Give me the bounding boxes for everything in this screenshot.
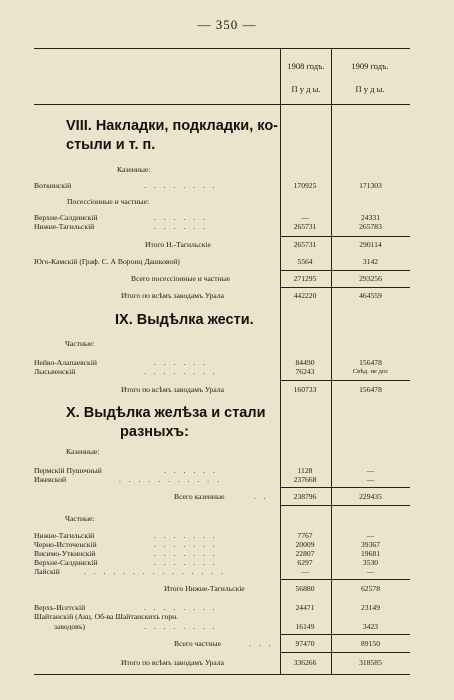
table-row: Верхъ-Исетскій . . . . . . . . 24471 23149 (34, 602, 410, 613)
table-row: Нижне-Тагильскій . . . . . . 265731 265783 (34, 221, 410, 232)
section-title: IX. Выдѣлка жести. (115, 312, 254, 328)
row-label: Нейво-Алапаевскій (34, 358, 97, 367)
table-row (34, 384, 410, 395)
row-label: Всего посессіонные и частные (131, 274, 231, 283)
table-row: Лысьвенскій . . . . . . . . 76243 Свѣд. не дос (34, 366, 410, 377)
row-label: Верхне-Салдинскій (34, 558, 98, 567)
subtotal-rule (280, 505, 410, 506)
row-label: Итого по всѣмъ заводамъ Урала (121, 385, 224, 394)
row-label: Всего казенные (174, 492, 225, 501)
value-1909: — (366, 567, 375, 576)
value-1908: 56880 (295, 584, 315, 593)
header-divider (34, 104, 410, 105)
row-label: Воткинскій (34, 181, 72, 190)
row-label: Итого Нижне-Тагильскіе (164, 584, 245, 593)
value-1909: 3423 (362, 622, 379, 631)
row-label: Итого по всѣмъ заводамъ Урала (121, 658, 224, 667)
value-1909: 293256 (359, 274, 382, 283)
table-row: Лайскій . . . . . . . . . . . . . . . — — (34, 566, 410, 577)
row-label: Нижне-Тагильскій (34, 222, 95, 231)
value-1908: — (301, 567, 309, 576)
value-1908: 24471 (295, 603, 315, 612)
subtotal-rule (280, 634, 410, 635)
subtotal-rule (280, 380, 410, 381)
table-row (34, 196, 410, 207)
row-label: Казенные: (117, 165, 151, 174)
value-1908: 160733 (293, 385, 317, 394)
value-1909: 89150 (361, 639, 380, 648)
value-1908: 22807 (295, 549, 315, 558)
table-row: Всего казенные . . 238796 229435 (34, 491, 410, 502)
table-row (34, 239, 410, 250)
row-label: Посессіонные и частные: (67, 197, 150, 206)
row-label: Лысьвенскій (34, 367, 76, 376)
table-row (34, 290, 410, 301)
column-header-1908: 1908 годъ. (287, 61, 325, 71)
value-1908: — (301, 213, 309, 222)
table-row (34, 583, 410, 594)
table-row (34, 256, 410, 267)
row-label: Нижне-Тагильскій (34, 531, 95, 540)
value-1908: 442220 (293, 291, 317, 300)
row-label: Шайтанскій (Акц. Об-ва Шайтанскихъ горн. (34, 612, 179, 621)
value-1909: 290114 (359, 240, 382, 249)
subtotal-rule (280, 487, 410, 488)
table-row: Нижне-Тагильскій . . . . . . . 7767 — (34, 530, 410, 541)
table-row: Верхне-Салдинскій . . . . . . — 24331 (34, 212, 410, 223)
value-1909: 265783 (359, 222, 382, 231)
table-row: заводовъ) . . . . . . . . 16149 3423 (34, 621, 410, 632)
value-1909: — (366, 466, 375, 475)
row-label: Частные: (65, 514, 95, 523)
value-1908: 84490 (295, 358, 315, 367)
table-row (34, 513, 410, 524)
value-1908: 20009 (295, 540, 315, 549)
subtotal-rule (280, 287, 410, 288)
table-row (34, 446, 410, 457)
value-1908: 1128 (297, 466, 313, 475)
value-1908: 7767 (297, 531, 313, 540)
table-row: Всего частные . . . 97470 89150 (34, 638, 410, 649)
table-row: Пермскій Пушечный . . . . . . 1128 — (34, 465, 410, 476)
page-number: — 350 — (197, 17, 257, 32)
table-row: Ижевской . . . . . . . . . . . 237668 — (34, 474, 410, 485)
subtotal-rule (280, 652, 410, 653)
row-label: Верхъ-Исетскій (34, 603, 86, 612)
value-1909: 62578 (361, 584, 380, 593)
value-1908: 170925 (293, 181, 317, 190)
value-1908: 6297 (297, 558, 313, 567)
row-label: заводовъ) (54, 622, 85, 631)
value-1909: 156478 (359, 385, 382, 394)
table-row: Верхне-Салдинскій . . . . . . . 6297 3530 (34, 557, 410, 568)
table-row: Воткинскій . . . . . . . . 170925 171303 (34, 180, 410, 191)
table-row: Черно-Источенскій . . . . . . . 20009 39367 (34, 539, 410, 550)
value-1909: — (366, 475, 375, 484)
column-header-1909: 1909 годъ. (351, 61, 389, 71)
section-title: VIII. Накладки, подкладки, ко- (66, 118, 279, 134)
value-1909: 156478 (359, 358, 382, 367)
value-1908: 238796 (293, 492, 317, 501)
value-1909: 3530 (362, 558, 379, 567)
row-label: Висимо-Уткинскій (34, 549, 96, 558)
value-1909: 39367 (361, 540, 380, 549)
subtotal-rule (280, 236, 410, 237)
table-row: Висимо-Уткинскій . . . . . . . 22807 19681 (34, 548, 410, 559)
value-1909: 318585 (359, 658, 382, 667)
row-label: Итого Н.-Тагильскіе (145, 240, 211, 249)
value-1909: Свѣд. не дос (352, 368, 389, 375)
section-title: стыли и т. п. (66, 137, 156, 153)
value-1908: 76243 (295, 367, 315, 376)
row-label: Пермскій Пушечный (34, 466, 102, 475)
table-row (34, 338, 410, 349)
table-row: Нейво-Алапаевскій . . . . . . 84490 156478 (34, 357, 410, 368)
value-1909: 24331 (361, 213, 380, 222)
row-label: Верхне-Салдинскій (34, 213, 98, 222)
value-1909: 3142 (362, 257, 379, 266)
subtotal-rule (280, 579, 410, 580)
column-unit-1909: П у д ы. (355, 84, 385, 94)
row-label: Черно-Источенскій (34, 540, 97, 549)
column-unit-1908: П у д ы. (291, 84, 321, 94)
value-1909: — (366, 531, 375, 540)
row-label: Ижевской (34, 475, 67, 484)
row-label: Частные: (65, 339, 95, 348)
value-1908: 265731 (293, 240, 317, 249)
section-title: X. Выдѣлка желѣза и стали (66, 405, 266, 421)
table-row (34, 164, 410, 175)
value-1908: 5564 (297, 257, 313, 266)
table-row (34, 273, 410, 284)
table-row (34, 657, 410, 668)
value-1908: 271295 (293, 274, 317, 283)
value-1908: 16149 (295, 622, 315, 631)
value-1908: 336266 (293, 658, 317, 667)
row-label: Юго-Камскій (Граф. С. А Воронц Дашковой) (34, 257, 180, 266)
row-label: Лайскій (34, 567, 60, 576)
value-1909: 229435 (359, 492, 382, 501)
value-1908: 265731 (293, 222, 317, 231)
value-1909: 19681 (361, 549, 380, 558)
subtotal-rule (280, 270, 410, 271)
row-label: Итого по всѣмъ заводамъ Урала (121, 291, 224, 300)
row-label: Казенные: (66, 447, 100, 456)
value-1909: 171303 (359, 181, 382, 190)
value-1909: 464559 (359, 291, 382, 300)
value-1909: 23149 (361, 603, 380, 612)
value-1908: 237668 (293, 475, 317, 484)
section-title: разныхъ: (120, 424, 189, 440)
value-1908: 97470 (295, 639, 315, 648)
row-label: Всего частные (174, 639, 221, 648)
